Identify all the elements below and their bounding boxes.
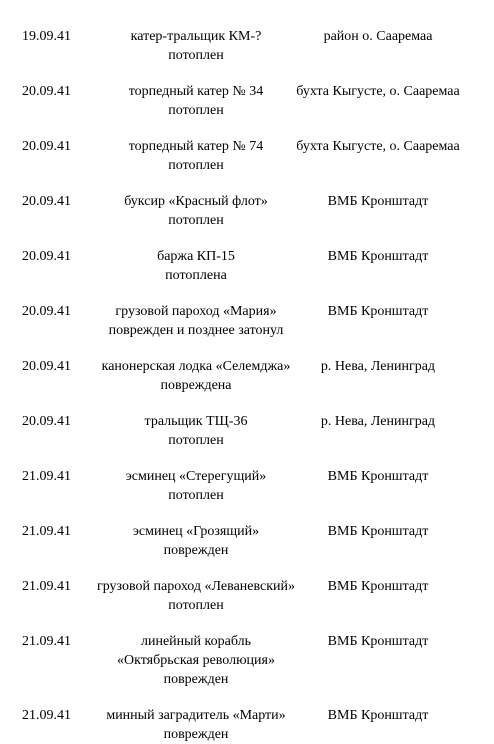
location-cell: бухта Кыгусте, о. Сааремаа [296,84,460,99]
vessel-cell [86,137,306,175]
date-cell: 20.09.41 [22,194,71,209]
vessel-name: баржа КП-15 [157,249,235,264]
vessel-status: поврежден [163,727,229,742]
date-cell: 20.09.41 [22,139,71,154]
vessel-name: торпедный катер № 74 [128,139,264,154]
location-cell: ВМБ Кронштадт [327,304,429,319]
vessel-status: потоплена [165,268,227,283]
vessel-status: потоплен [168,433,224,448]
vessel-cell [86,247,306,285]
vessel-status: потоплен [168,103,224,118]
vessel-name: эсминец «Стерегущий» [125,469,267,484]
vessel-status: поврежден [163,672,229,687]
date-cell: 21.09.41 [22,579,71,594]
date-cell: 21.09.41 [22,708,71,723]
vessel-name: грузовой пароход «Мария» [115,304,277,319]
location-cell: ВМБ Кронштадт [327,194,429,209]
vessel-cell [86,522,306,560]
vessel-name: канонерская лодка «Селемджа» [101,359,291,374]
location-cell: ВМБ Кронштадт [327,634,429,649]
vessel-name: буксир «Красный флот» [124,194,268,209]
vessel-status: потоплен [168,158,224,173]
vessel-cell [86,577,306,615]
date-cell: 21.09.41 [22,469,71,484]
date-cell: 20.09.41 [22,304,71,319]
date-cell: 20.09.41 [22,84,71,99]
vessel-status: потоплен [168,598,224,613]
location-cell: бухта Кыгусте, о. Сааремаа [296,139,460,154]
vessel-name: эсминец «Грозящий» [132,524,260,539]
vessel-cell [86,412,306,450]
vessel-cell [86,357,306,395]
location-cell: ВМБ Кронштадт [327,579,429,594]
vessel-name: минный заградитель «Марти» [106,708,286,723]
date-cell: 21.09.41 [22,634,71,649]
vessel-cell [86,467,306,505]
date-cell: 20.09.41 [22,414,71,429]
vessel-name: катер-тральщик КМ-? [130,29,262,44]
vessel-status: повреждена [160,378,232,393]
location-cell: ВМБ Кронштадт [327,708,429,723]
location-cell: ВМБ Кронштадт [327,469,429,484]
date-cell: 21.09.41 [22,524,71,539]
vessel-status: поврежден [163,543,229,558]
location-cell: р. Нева, Ленинград [320,359,436,374]
vessel-status: поврежден и позднее затонул [108,323,284,338]
location-cell: р. Нева, Ленинград [320,414,436,429]
vessel-name-continued: «Октябрьская революция» [117,653,275,668]
vessel-cell [86,302,306,340]
date-cell: 19.09.41 [22,29,71,44]
vessel-cell [86,82,306,120]
location-cell: ВМБ Кронштадт [327,524,429,539]
date-cell: 20.09.41 [22,249,71,264]
vessel-name: линейный корабль [140,634,252,649]
date-cell: 20.09.41 [22,359,71,374]
vessel-name: тральщик ТЩ-36 [144,414,248,429]
vessel-cell [86,632,306,689]
vessel-cell [86,27,306,65]
vessel-status: потоплен [168,213,224,228]
location-cell: район о. Сааремаа [323,29,433,44]
vessel-status: потоплен [168,488,224,503]
vessel-cell [86,192,306,230]
vessel-cell [86,706,306,744]
location-cell: ВМБ Кронштадт [327,249,429,264]
vessel-name: грузовой пароход «Леваневский» [96,579,296,594]
vessel-status: потоплен [168,48,224,63]
vessel-name: торпедный катер № 34 [128,84,264,99]
